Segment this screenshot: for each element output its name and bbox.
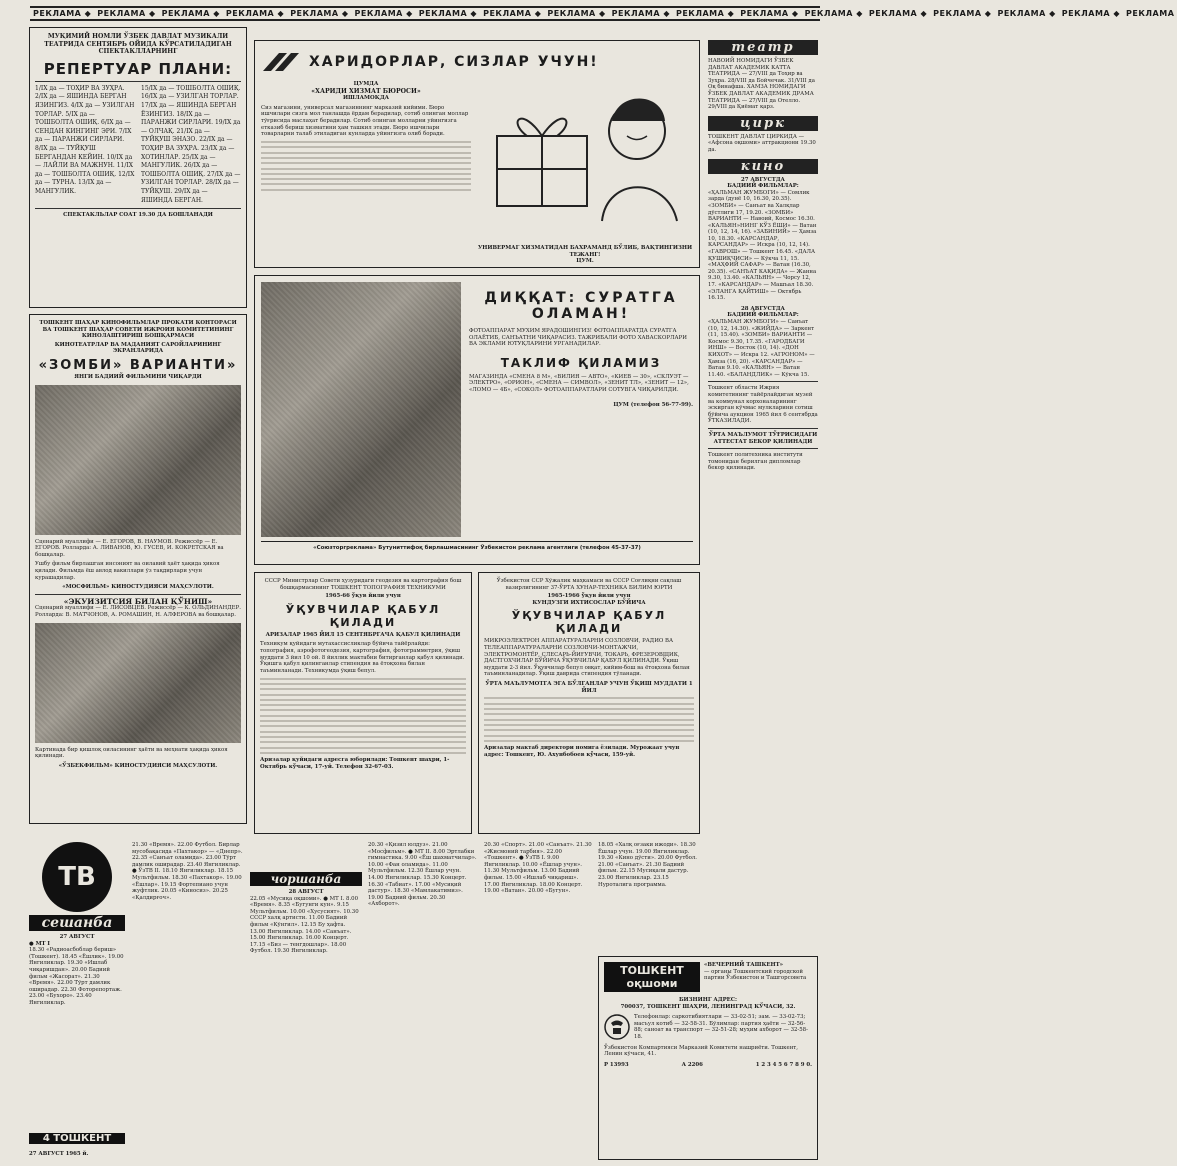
camera-ad-models: МАГАЗИНДА «СМЕНА 8 М», «ВИЛИЯ — АВТО», «КИЕВ — 30», «СКЛУЭТ — ЭЛЕКТРО», «ОРИОН», «СМЕНА — СИМВОЛ», «ЗЕНИТ ТЛ», «ЗЕНИТ — 12», «ЛОМО — 4Б», «СОКОЛ» ФОТОАППАРАТЛАРИ СОТУВГА ЧИҚАРИЛДИ. <box>469 373 689 393</box>
tv-column-4 <box>368 842 478 1160</box>
auction-notice: Тошкент области Ижрия комитетининг тайёрлайдиган музей ва коммунал корхоналарининг эскирган кўчмас мулкларини сотиш бўйича аукцион 1965 йил 6 сентябрда ЎТКАЗИЛАДИ. <box>708 385 818 425</box>
cinema-text: «ҲАЛЬМАН ЖУМБОГИ» — Сомлик зарда (дунё 10, 16.30, 20.35). «ЗОМБИ» — Санъат ва Халқлар дўстлиги 17, 19.20. «ЗОМБИ» ВАРИАНТИ — Навоий, Космос 16.30. «КАЛЬЯН»НИНГ КЎЗ ЁШИ» — Ватан (10, 12, 14, 16). «ЗАБИНИЙ» — Ҳамза 10, 18.30. «КАРСАНДАР, КАРСАНДАР» — Искра (10, 12, 14). «ГАВРОШ» — Тошкент 16.45. «ДАЛА ҚУШИҚЧИСИ» — Кўкча 11, 15. «МАҲФИЙ САФАР» — Ватан (16.30, 20.35). «САНЪАТ КАҚИДА» — Жанна 9.30, 13.40. «КАЛЬЯН» — Чорсу 12, 17. «КАРСАНДАР» — Машъал 18.30. «ЭЛАНГА ҚАЙТИШ» — Октябрь 16.15. <box>708 189 817 302</box>
masthead-box <box>598 956 818 1160</box>
cinema-subhead: БАДИИЙ ФИЛЬМЛАР: <box>727 183 799 190</box>
film-ad-venue: КИНОТЕАТРЛАР ВА МАДАНИЯТ САРОЙЛАРИНИНГ ЭКРАНЛАРИДА <box>54 341 222 355</box>
advert-header-strip <box>30 6 1175 21</box>
shoppers-sub-1: ЦУМДА <box>353 81 379 87</box>
repertory-col-1: 1/IX да — ТОҲИР ВА ЗУҲРА. 2/IX да — ЯШИНДА БЕРГАН ЯЗИНГИЗ. 4/IX да — УЗИЛГАН ТОРЛАР. 5/IX да — ТОШБОЛТА ОШИҚ. 6/IX да — СЕНДАН КИНГИНГ ЭРИ. 7/IX да — ПАРАНЖИ СИРЛАРИ. 8/IX да — ТУЙҚУШ БЕРГАНДАН КЕЙИН. 10/IX да — ЛАЙЛИ ВА МАЖНУН. 11/IX да — ТОШБОЛТА ОШИҚ. 12/IX да — ТУРНА. 13/IX да — МАНГУЛИК. <box>35 84 135 195</box>
strip-label: РЕКЛАМА ◆ <box>1061 9 1121 18</box>
masthead-description: — органы Тошкентский городской партии Ўзбекистон и Ташгорсовета <box>704 968 807 982</box>
publisher-footer: Ўзбекистон Компартияси Марказий Комитети нашриёти. Тошкент, Ленин кўчаси, 41. <box>604 1044 798 1058</box>
tv-date-wednesday: 28 АВГУСТ <box>288 889 324 895</box>
technicum-lead: АРИЗАЛАР 1965 ЙИЛ 15 СЕНТЯБРГАЧА ҚАБУЛ ҚИЛИНАДИ <box>265 631 461 638</box>
cinema-header: кино <box>708 159 818 174</box>
strip-label: РЕКЛАМА ◆ <box>161 9 220 18</box>
cinema-subhead-2: БАДИИЙ ФИЛЬМЛАР: <box>727 312 799 319</box>
film-still-photo <box>35 385 241 535</box>
shoppers-slogan: ХАРИДОРЛАР, СИЗЛАР УЧУН! <box>309 54 599 70</box>
strip-label: РЕКЛАМА ◆ <box>675 9 735 18</box>
repertory-col-2: 15/IX да — ТОШБОЛТА ОШИҚ. 16/IX да — УЗИЛГАН ТОРЛАР. 17/IX да — ЯШИНДА БЕРГАН ЁЗИНГИЗ. 18/IX да — ПАРАНЖИ СИРЛАРИ. 19/IX да — ОЛЧАҚ. 21/IX да — ТУЙҚУШ ЭНАЗО. 22/IX да — ТОҲИР ВА ЗУҲРА. 23/IX да — ХОТИНЛАР. 25/IX да — МАНГУЛИК. 26/IX да — ТОШБОЛТА ОШИҚ. 27/IX да — УЗИЛГАН ТОРЛАР. 28/IX да — ТУЙҚУШ. 29/IX да — ЯШИНДА БЕРГАН. <box>141 84 241 204</box>
technicum-box <box>254 572 472 834</box>
vocational-footer: Аризалар мактаб директори номига ёзилади. Мурожаат учун адрес: Тошкент, Ю. Ахунбобоев кўчаси, 159-уй. <box>484 745 680 758</box>
technicum-title: ЎҚУВЧИЛАР ҚАБУЛ ҚИЛАДИ <box>285 602 441 629</box>
film-ad-credits-2: Сценарий муаллифи — Е. ЛИСОВЦЕВ. Режиссёр — К. ОЛЬДИНАНДЕР. Ролларда: В. МАТЧОНОВ, А. РОМАШИН, Н. АЛФЕРОВА ва бошқалар. <box>35 605 241 618</box>
strip-label: РЕКЛАМА ◆ <box>483 9 542 18</box>
strip-label: РЕКЛАМА ◆ <box>804 9 863 18</box>
film-ad-studio-2: «ЎЗБЕКФИЛЬМ» КИНОСТУДИЯСИ МАҲСУЛОТИ. <box>58 762 218 769</box>
vocational-sub: КУНДУЗГИ ИХТИСОСЛАР БЎЙИЧА <box>532 599 646 606</box>
tv-schedule-6: 18.05 «Халқ оғзаки ижоди». 18.30 Ёшлар учун. 19.00 Янгиликлар. 19.30 «Кино дўсти». 20.00 Футбол. 21.00 «Санъат». 21.30 Бадиий фильм. 22.15 Мусиқали дастур. 23.00 Янгиликлар. 23.15 Нуроталига программа. <box>598 842 697 888</box>
masthead-name: ТОШКЕНТ оқшоми <box>604 962 700 992</box>
tv-schedule-3: 22.05 «Мусиқа оқшоми». ● МТ I. 8.00 «Время». 8.35 «Бугунги кун». 9.15 Мультфильм. 10.00 «Хусусият». 10.30 СССР халқ артисти. 11.00 Бадиий фильм «Кўнгил». 12.15 Бу ҳафта. 13.00 Янгиликлар. 14.00 «Санъат». 15.00 Янгиликлар. 16.00 Концерт. 17.15 «Биз — тенгдошлар». 18.00 Футбол. 19.30 Янгиликлар. <box>250 895 359 955</box>
technicum-body: Техникум қуйидаги мутахассисликлар бўйича тайёрлайди: топография, аэрофотогеодезия, картография, фотограмметрия, ўқиш муддати 3 йил 10 ой. 8 йиллик мактабни битирганлар қабул қилинади. Ўқишга қабул қилинганлар стипендия ва ётоқхона билан таъминланади. Техникумда ўқиш бепул. <box>260 641 465 674</box>
vocational-year: 1965-1966 ўқув йили учун <box>547 593 631 600</box>
tv-column-6 <box>598 842 702 952</box>
shoppers-caption: УНИВЕРМАГ ХИЗМАТИДАН БАХРАМАНД БЎЛИБ, ВАҚТИНГИЗНИ ТЕЖАНГ! <box>477 245 693 258</box>
repertory-footer: СПЕКТАКЛЬЛАР СОАТ 19.30 ДА БОШЛАНАДИ <box>63 212 213 219</box>
tv-date: 27 АВГУСТ <box>59 934 95 940</box>
strip-label: РЕКЛАМА ◆ <box>868 9 928 18</box>
repertory-box <box>29 27 247 308</box>
technicum-body-lines <box>260 678 466 754</box>
film-ad-org: ТОШКЕНТ ШАҲАР КИНОФИЛЬМЛАР ПРОКАТИ КОНТОРАСИ ВА ТОШКЕНТ ШАҲАР СОВЕТИ ИЖРОИЯ КОМИТЕТИНИНГ КИНОЛАШТИРИШ БОШҚАРМАСИ <box>39 320 237 340</box>
strip-label: РЕКЛАМА ◆ <box>611 9 670 18</box>
theatre-text: НАВОИЙ НОМИДАГИ ЎЗБЕК ДАВЛАТ АКАДЕМИК КАТТА ТЕАТРИДА — 27/VIII да Тоҳир ва Зуҳра. 28/VIII да Бойчечак. 31/VIII да Оқ бинафша. ХАМЗА НОМИДАГИ ЎЗБЕК ДАВЛАТ АКАДЕМИК ДРАМА ТЕАТРИДА — 27/VIII да Отелло. 29/VIII да Қиёмат қарз. <box>708 58 815 111</box>
vocational-title: ЎҚУВЧИЛАР ҚАБУЛ ҚИЛАДИ <box>511 609 667 636</box>
phones-text: Телефонлар: саркотибиятлари — 33-02-51; зам. — 33-02-73; масъул котиб — 32-58-31. Бўлимлар: партия ҳаёти — 32-56-88; саноат ва транспорт — 32-51-28; муҳим ахборот — 32-58-18. <box>634 1014 808 1040</box>
film-ad-studio: «МОСФИЛЬМ» КИНОСТУДИЯСИ МАҲСУЛОТИ. <box>62 584 214 591</box>
film-still-photo-2 <box>35 623 241 743</box>
vocational-header: Ўзбекистон ССР Хўжалик маҳкамаси ва СССР Соғлиқни сақлаш вазирлигининг 37-ЎРТА ХУНАР-ТЕХНИКА БИЛИМ ЮРТИ <box>496 578 682 591</box>
film-ad-subtitle: ЯНГИ БАДИИЙ ФИЛЬМИНИ ЧИҚАРДИ <box>74 373 202 380</box>
vocational-body-lines <box>484 697 694 741</box>
void-certificate-notice: ЎРТА МАЪЛУМОТ ТЎҒРИСИДАГИ АТТЕСТАТ БЕКОР ҚИЛИНАДИ <box>708 431 818 445</box>
technicum-year: 1965-66 ўқув йили учун <box>325 593 401 600</box>
film-ad-description-2: Картинада бир қишлоқ оиласининг ҳаёти ва меҳнати ҳақида ҳикоя қилинади. <box>35 746 228 760</box>
film-ad-title: «ЗОМБИ» ВАРИАНТИ» <box>38 357 238 373</box>
vocational-title-3: ЎРТА МАЪЛУМОТГА ЭГА БЎЛГАНЛАР УЧУН ЎҚИШ МУДДАТИ 1 ЙИЛ <box>485 680 693 694</box>
cinema-date: 27 АВГУСТДА <box>741 176 785 183</box>
shoppers-body-lines <box>261 141 471 191</box>
girl-with-camera-photo <box>261 282 461 537</box>
repertory-title: РЕПЕРТУАР ПЛАНИ: <box>43 59 233 78</box>
masthead-sub: «ВЕЧЕРНИЙ ТАШКЕНТ» <box>704 962 783 968</box>
tv-column-2 <box>132 842 244 1160</box>
strip-label: РЕКЛАМА ◆ <box>225 9 285 18</box>
tv-schedule-5: 20.30 «Спорт». 21.00 «Санъат». 21.30 «Жисмоний тарбия». 22.00 «Тошкент». ● ЎзТВ I. 9.00 Янгиликлар. 10.00 «Ёшлар учун». 11.30 Мультфильм. 13.00 Бадиий фильм. 15.00 «Ишлаб чиқариш». 17.00 Янгиликлар. 18.00 Концерт. 19.00 «Ватан». 20.00 «Бугун». <box>484 842 592 895</box>
order-code: А 2206 <box>681 1061 703 1068</box>
film-ad-box <box>29 314 247 824</box>
tv-schedule-1: 18.30 «Радиоасбоблар бериш» (Тошкент). 18.45 «Ёшлик». 19.00 Янгиликлар. 19.30 «Ишлаб чиқаришдан». 20.00 Бадиий фильм «Жасорат». 21.30 «Время». 22.00 Тўрт дамлик оширадар. 22.30 Фоторепортаж. 23.00 «Бухоро». 23.40 Янгиликлар. <box>29 947 124 1006</box>
bottom-date: 27 АВГУСТ 1965 й. <box>29 1151 89 1158</box>
film-ad-description: Ушбу фильм бирлашган инсоният ва оилавий ҳаёт ҳақида ҳикоя қилади. Фильмда ёш авлод вакиллари ўз тақдирлари учун курашадилар. <box>35 561 220 581</box>
tv-day-wednesday: чоршанба <box>250 872 362 886</box>
shoppers-sub-3: ИШЛАМОҚДА <box>342 95 390 102</box>
cinema-text-2: «ҲАЛЬМАН ЖУМБОГИ» — Санъат (10, 12, 14.30). «ЖИЙДА» — Заркент (11, 15.40). «ЗОМБИ» ВАРИАНТИ — Космос 9.30, 17.35. «ГАРОДБАГИ ИНШ» — Восток (10, 14). «ДОН КИХОТ» — Искра 12. «АГРОНОМ» — Ҳамза (16, 20). «КАРСАНДАР» — Ватан 9.10. «КАЛЬЯН» — Ватан 11.40. «БАЛАНДЛИК» — Кўкча 15. <box>708 319 815 378</box>
address-title: БИЗНИНГ АДРЕС: <box>678 997 738 1003</box>
circus-header: цирк <box>708 116 818 131</box>
camera-ad-body: ФОТОАППАРАТ МУХИМ ЯРАДОШИНГИЗ! ФОТОАППАРАТДА СУРАТГА ОЛАЁТИБ, САНЪАТНИ ЧИҚАРАСИЗ. ТАЖРИБАЛИ ФОТО ХАВАСКОРЛАРИ ВА ЭКЛАМИ ЮТУҚЛАРИНИ УРГАНАДИЛАР. <box>469 328 687 348</box>
shoppers-ad-box <box>254 40 700 268</box>
tv-channel-1: ● МТ I <box>29 940 50 947</box>
strip-label: РЕКЛАМА ◆ <box>290 9 349 18</box>
technicum-header: СССР Министрлар Совети ҳузуридаги геодезия ва картография бош бошқармасининг ТОШКЕНТ ТОПОГРАФИЯ ТЕХНИКУМИ <box>264 578 462 591</box>
strip-label: РЕКЛАМА ◆ <box>547 9 606 18</box>
strip-label: РЕКЛАМА ◆ <box>97 9 156 18</box>
vocational-school-box <box>478 572 700 834</box>
tv-column-3 <box>250 842 362 1160</box>
tv-day-tuesday: сешанба <box>29 915 125 931</box>
strip-label: РЕКЛАМА ◆ <box>33 9 92 18</box>
store-logo-icon <box>261 47 301 77</box>
film-ad-title-2: «ЭКУИЗИТСИЯ БИЛАН ҚЎНИШ» <box>63 596 213 606</box>
tashkent-logo-small: 4 ТОШКЕНТ <box>29 1133 125 1144</box>
strip-label: РЕКЛАМА <box>1126 9 1175 18</box>
vocational-body: МИКРОЭЛЕКТРОН АППАРАТУРАЛАРНИ СОЗЛОВЧИ, РАДИО ВА ТЕЛЕАППАРАТУРАЛАРНИ СОЗЛОВЧИ-МОНТАЖЧИ, ЭЛЕКТРОМОНТЁР, СЛЕСАРЬ-ЙИҒУВЧИ, ТОКАРЬ, ФРЕЗЕРОВЩИК, ДАСТГОХЧИЛАР БЎЙИЧА ЎҚУВЧИЛАР ҚАБУЛ ҚИЛИНАДИ. Ўқиш муддати 2-3 йил. Ўқувчилар бепул овқат, кийим-бош ва ётоқхона билан таъминланадилар. Ўқиш даврида стипендия тўланади. <box>484 638 690 678</box>
strip-label: РЕКЛАМА ◆ <box>997 9 1056 18</box>
strip-label: РЕКЛАМА ◆ <box>354 9 413 18</box>
shoppers-body: Сиз магазини, универсал магазиннинг марказий кийими. Бюро ишчилари сизга мол танлашда ёрдам берадилар, сотиб олинган моллар тўғрисида маслаҳат берадилар. Сотиб олинган молларни уйингизга етказиб бериш хизматини ҳам ташкил этади. Бюро ишчилари товарларни талаб этиладиган кунларда уйингизга олиб боради. <box>261 104 469 138</box>
lost-diploma-notice: Тошкент политехника институти томонидан берилган дипломлар бекор қилинади. <box>708 452 803 472</box>
theatre-header: театр <box>708 40 818 55</box>
address-text: 700037, ТОШКЕНТ ШАҲРИ, ЛЕНИНГРАД КЎЧАСИ, 32. <box>620 1003 796 1010</box>
cinema-date-2: 28 АВГУСТДА <box>741 305 785 312</box>
shoppers-signer: ЦУМ. <box>576 258 594 265</box>
gift-box-illustration-icon <box>477 81 687 241</box>
strip-label: РЕКЛАМА ◆ <box>418 9 478 18</box>
telephone-icon <box>604 1014 630 1040</box>
strip-label: РЕКЛАМА ◆ <box>933 9 992 18</box>
tv-schedule-4: 20.30 «Қизил юлдуз». 21.00 «Мосфильм». ● МТ II. 8.00 Эртлабки гимнастика. 9.00 «Ёш шахматчилар». 10.00 «Фан оламида». 11.00 Мультфильм. 12.30 Ёшлар учун. 14.00 Янгиликлар. 15.30 Концерт. 16.30 «Табиат». 17.00 «Мусиқий дастур». 18.30 «Мамлакатимиз». 19.00 Бадиий фильм. 20.30 «Ахборот». <box>368 842 477 908</box>
tv-logo: ТВ <box>42 842 112 912</box>
camera-ad-offer: ТАКЛИФ ҚИЛАМИЗ <box>500 355 662 370</box>
shoppers-sub-2: «ХАРИДИ ХИЗМАТ БЮРОСИ» <box>311 87 421 95</box>
tv-schedule-2: 21.30 «Время». 22.00 Футбол. Бирлар мусобақасида «Пахтакор» — «Днепр». 22.35 «Санъат оламида». 23.00 Тўрт дамлик оширадар. 23.40 Янгиликлар. ● ЎзТВ II. 18.10 Янгиликлар. 18.15 Мультфильм. 18.30 «Пахтакор». 19.00 «Ёшлар». 19.15 Фортепиано учун жуфтлик. 20.05 «Киносиз». 20.25 «Қалдирғоч». <box>132 842 243 901</box>
tv-column-5 <box>484 842 594 1160</box>
camera-ad-title: ДИҚҚАТ: СУРАТГА ОЛАМАН! <box>484 290 678 322</box>
index-code: Р 13993 <box>604 1061 629 1068</box>
technicum-footer: Аризалар қуйидаги адресга юборилади: Тошкент шаҳри, 1-Октябрь кўчаси, 17-уй. Телефон 32-67-03. <box>260 757 450 770</box>
film-ad-credits: Сценарий муаллифи — Е. ЕГОРОВ, В. НАУМОВ. Режиссёр — Е. ЕГОРОВ. Ролларда: А. ЛИВАНОВ, Ю. ГУСЕВ, И. КОКРЕТСКАЯ ва бошқалар. <box>35 538 224 558</box>
camera-ad-signer: ЦУМ (телефон 56-77-99). <box>613 401 693 408</box>
camera-ad-footer: «Союзторгреклама» Бутуниттифоқ бирлашмасининг Ўзбекистон реклама агентлиги (телефон 45-37-37) <box>261 541 693 552</box>
tv-logo-column <box>29 842 125 1160</box>
listings-column <box>708 40 818 860</box>
repertory-org: МУҚИМИЙ НОМЛИ ЎЗБЕК ДАВЛАТ МУЗИКАЛИ ТЕАТРИДА СЕНТЯБРЬ ОЙИДА КЎРСАТИЛАДИГАН СПЕКТАКЛЛАРНИНГ <box>44 33 232 56</box>
circus-text: ТОШКЕНТ ДАВЛАТ ЦИРКИДА — «Афсона оқшоми» аттракциони 19.30 да. <box>708 133 816 153</box>
strip-label: РЕКЛАМА ◆ <box>740 9 799 18</box>
digit-codes: 1 2 3 4 5 6 7 8 9 0. <box>755 1061 812 1068</box>
camera-ad-box <box>254 275 700 565</box>
